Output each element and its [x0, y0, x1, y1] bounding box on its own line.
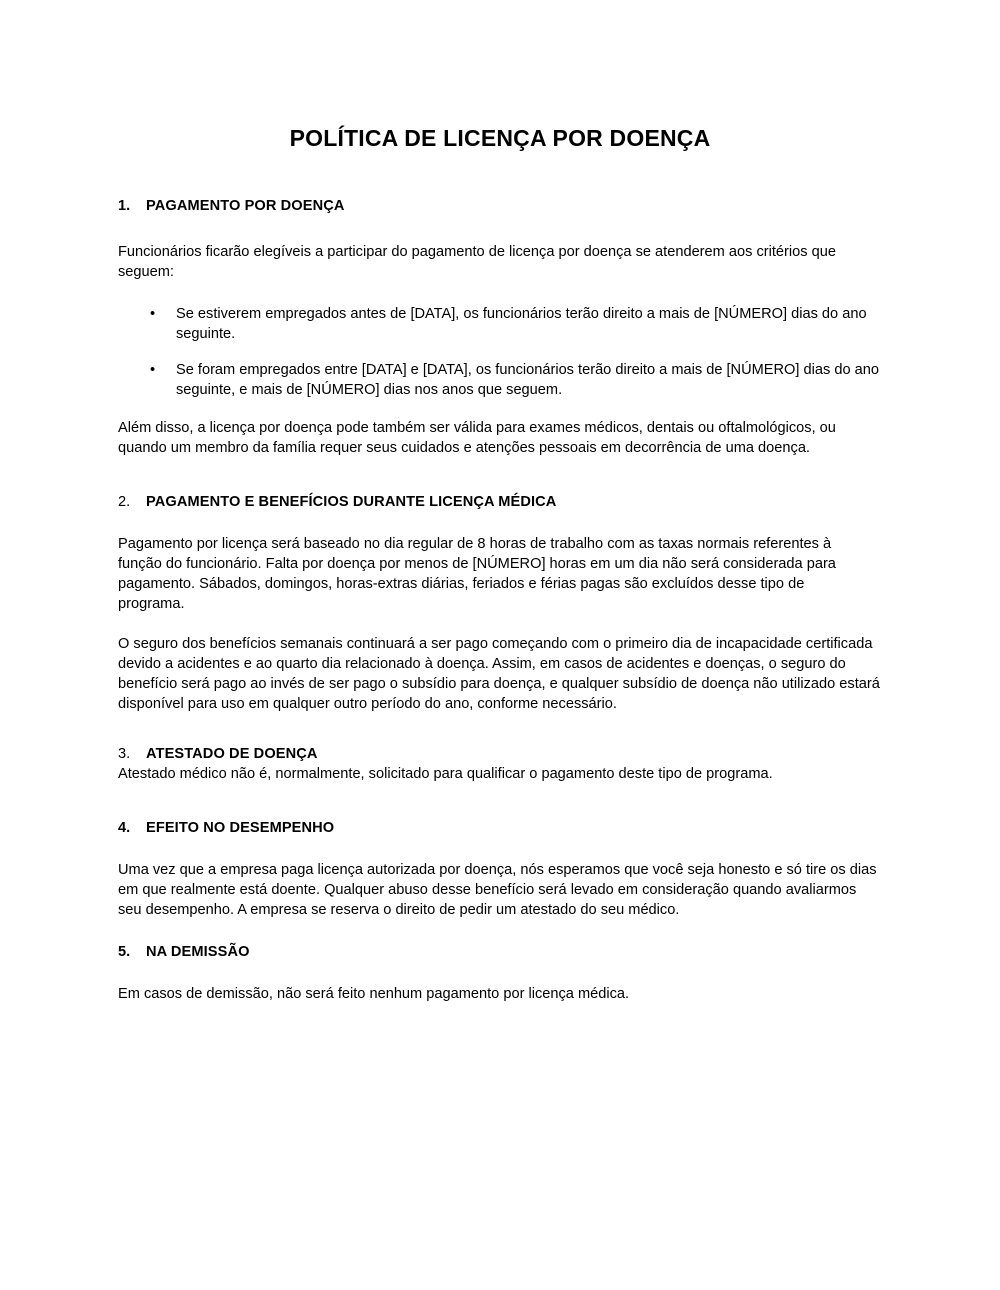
section-number-5: 5.	[118, 944, 131, 960]
bullet-icon: •	[150, 306, 156, 322]
section-title-3: ATESTADO DE DOENÇA	[146, 746, 318, 762]
section-heading-4	[118, 818, 908, 838]
section-title-2: PAGAMENTO E BENEFÍCIOS DURANTE LICENÇA MÉDICA	[146, 494, 557, 510]
section-number-1: 1.	[118, 198, 131, 214]
section-heading-2	[118, 492, 908, 512]
page-title: POLÍTICA DE LICENÇA POR DOENÇA	[289, 125, 711, 152]
section-3-paragraph-1: Atestado médico não é, normalmente, solicitado para qualificar o pagamento deste tipo de programa.	[118, 766, 773, 782]
section-1-intro-paragraph: Funcionários ficarão elegíveis a participar do pagamento de licença por doença se atenderem aos critérios que seguem:	[118, 244, 836, 280]
section-title-5: NA DEMISSÃO	[146, 944, 250, 960]
section-1-bullet-list	[118, 304, 908, 400]
section-2-paragraph-1: Pagamento por licença será baseado no dia regular de 8 horas de trabalho com as taxas normais referentes à função do funcionário. Falta por doença por menos de [NÚMERO] horas em um dia não será considerada para pagamento. Sábados, domingos, horas-extras diárias, feriados e férias pagas são excluídos desse tipo de programa.	[118, 536, 836, 612]
list-item	[118, 360, 908, 400]
section-heading-5	[118, 942, 908, 962]
section-1-closing-paragraph: Além disso, a licença por doença pode também ser válida para exames médicos, dentais ou oftalmológicos, ou quando um membro da família requer seus cuidados e atenções pessoais em decorrência de uma doença.	[118, 420, 836, 456]
section-number-3: 3.	[118, 746, 131, 762]
section-5-paragraph-1: Em casos de demissão, não será feito nenhum pagamento por licença médica.	[118, 986, 630, 1002]
section-heading-3	[118, 744, 908, 764]
section-title-1: PAGAMENTO POR DOENÇA	[146, 198, 345, 214]
section-2-paragraph-2: O seguro dos benefícios semanais continuará a ser pago começando com o primeiro dia de incapacidade certificada devido a acidentes e ao quarto dia relacionado à doença. Assim, em casos de acidentes e doenças, o seguro do benefício será pago ao invés de ser pago o subsídio para doença, e qualquer subsídio de doença não utilizado estará disponível para uso em qualquer outro período do ano, conforme necessário.	[118, 636, 880, 712]
section-number-2: 2.	[118, 494, 131, 510]
document-body	[118, 196, 908, 1004]
section-heading-1	[118, 196, 908, 216]
bullet-icon: •	[150, 362, 156, 378]
list-item-text: Se foram empregados entre [DATA] e [DATA], os funcionários terão direito a mais de [NÚMERO] dias do ano seguinte, e mais de [NÚMERO] dias nos anos que seguem.	[176, 362, 879, 398]
list-item	[118, 304, 908, 344]
section-number-4: 4.	[118, 820, 131, 836]
section-4-paragraph-1: Uma vez que a empresa paga licença autorizada por doença, nós esperamos que você seja honesto e só tire os dias em que realmente está doente. Qualquer abuso desse benefício será levado em consideração quando avaliarmos seu desempenho. A empresa se reserva o direito de pedir um atestado do seu médico.	[118, 862, 877, 918]
section-title-4: EFEITO NO DESEMPENHO	[146, 820, 335, 836]
list-item-text: Se estiverem empregados antes de [DATA], os funcionários terão direito a mais de [NÚMERO] dias do ano seguinte.	[176, 306, 867, 342]
